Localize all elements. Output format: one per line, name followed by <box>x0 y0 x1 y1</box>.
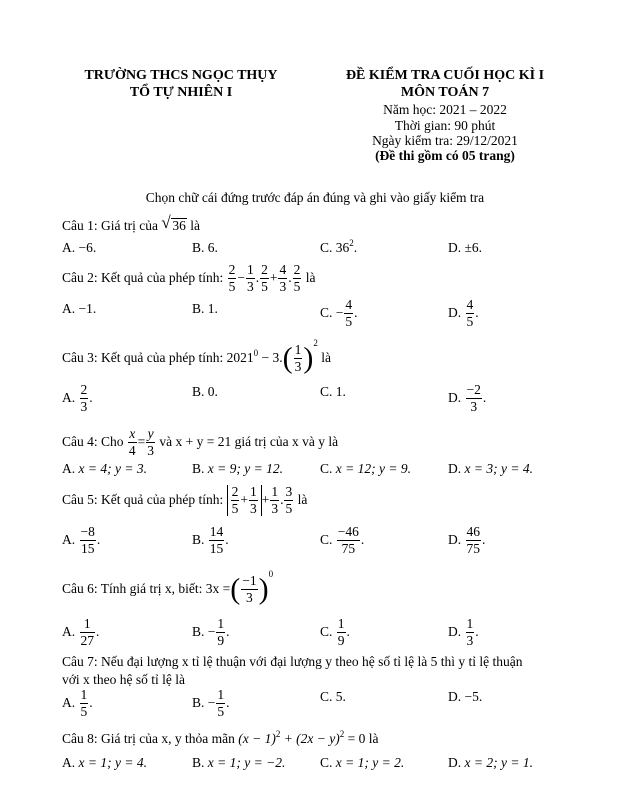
school-name: TRƯỜNG THCS NGỌC THỤY <box>84 68 278 83</box>
q6-option-d[interactable]: D. $\frac{1}{3}$ . <box>448 616 479 649</box>
q6-option-a[interactable]: A. $\frac{1}{27}$ . <box>62 616 100 649</box>
fraction: $\frac{1}{3}$ <box>246 262 254 295</box>
q3-suffix: là <box>321 349 331 365</box>
absolute-value: $\frac{2}{5}$ + $\frac{1}{3}$ <box>227 485 262 516</box>
fraction: $\frac{y}{3}$ <box>147 426 155 459</box>
q1-option-c[interactable]: C. $36^2$. <box>320 238 358 255</box>
q1-option-a[interactable]: A. −6. <box>62 240 97 255</box>
q6-option-c[interactable]: C. $\frac{1}{9}$ . <box>320 616 350 649</box>
q8-text: Câu 8: Giá trị của x, y thỏa mãn <box>62 731 235 746</box>
q3-option-d[interactable]: D. $\frac{-2}{3}$ . <box>448 382 487 415</box>
fraction: $\frac{4}{3}$ <box>279 262 287 295</box>
question-7-line-1: Câu 7: Nếu đại lượng x tỉ lệ thuận với đại lượng y theo hệ số tỉ lệ là 5 thì y tỉ lệ thuận <box>62 654 523 669</box>
q4-option-a[interactable]: A. x = 4; y = 3. <box>62 461 147 476</box>
q5-option-c[interactable]: C. $\frac{-46}{75}$ . <box>320 524 365 557</box>
q5-option-d[interactable]: D. $\frac{46}{75}$ . <box>448 524 486 557</box>
question-6: Câu 6: Tính giá trị x, biết: 3x =( $\frac{-1}{3}$ )$^0$ <box>62 568 274 606</box>
q4-option-b[interactable]: B. x = 9; y = 12. <box>192 461 283 476</box>
q2-option-a[interactable]: A. −1. <box>62 301 97 316</box>
q3-option-c[interactable]: C. 1. <box>320 384 346 399</box>
q1-option-d[interactable]: D. ±6. <box>448 240 483 255</box>
question-3: Câu 3: Kết quả của phép tính: 2021$^0$ − 3.( $\frac{1}{3}$ )$^2$ là <box>62 337 331 375</box>
q1-text: Câu 1: Giá trị của <box>62 218 158 233</box>
q7-option-d[interactable]: D. −5. <box>448 689 483 704</box>
question-1 <box>62 213 200 233</box>
q2-option-d[interactable]: D. $\frac{4}{5}$ . <box>448 297 479 330</box>
q2-text: Câu 2: Kết quả của phép tính: <box>62 269 224 285</box>
duration: Thời gian: 90 phút <box>394 118 496 133</box>
sqrt-36: √ 36 <box>161 213 186 233</box>
q3-option-b[interactable]: B. 0. <box>192 384 218 399</box>
q5-text: Câu 5: Kết quả của phép tính: <box>62 491 224 507</box>
department-name: TỔ TỰ NHIÊN I <box>129 85 233 100</box>
q4-option-c[interactable]: C. x = 12; y = 9. <box>320 461 411 476</box>
fraction: $\frac{3}{5}$ <box>285 484 293 517</box>
school-year: Năm học: 2021 – 2022 <box>383 102 507 117</box>
q7-option-c[interactable]: C. 5. <box>320 689 346 704</box>
q3-option-a[interactable]: A. $\frac{2}{3}$ . <box>62 382 93 415</box>
q8-option-d[interactable]: D. x = 2; y = 1. <box>448 755 533 770</box>
q2-suffix: là <box>305 269 316 285</box>
q5-option-b[interactable]: B. $\frac{14}{15}$ . <box>192 524 229 557</box>
q8-option-c[interactable]: C. x = 1; y = 2. <box>320 755 405 770</box>
fraction: $\frac{2}{5}$ <box>228 262 236 295</box>
q2-option-b[interactable]: B. 1. <box>192 301 218 316</box>
exam-title: ĐỀ KIỂM TRA CUỐI HỌC KÌ I <box>345 68 545 83</box>
q5-option-a[interactable]: A. $\frac{-8}{15}$ . <box>62 524 101 557</box>
q1-option-b[interactable]: B. 6. <box>192 240 218 255</box>
q3-text: Câu 3: Kết quả của phép tính: <box>62 349 224 365</box>
page-count: (Đề thi gồm có 05 trang) <box>375 148 515 163</box>
q7-option-a[interactable]: A. $\frac{1}{5}$ . <box>62 687 93 720</box>
subject: MÔN TOÁN 7 <box>400 85 490 100</box>
q5-suffix: là <box>297 491 308 507</box>
fraction: $\frac{1}{3}$ <box>294 342 302 375</box>
fraction: $\frac{x}{4}$ <box>128 426 136 459</box>
instruction: Chọn chữ cái đứng trước đáp án đúng và ghi vào giấy kiểm tra <box>145 190 485 205</box>
q4-option-d[interactable]: D. x = 3; y = 4. <box>448 461 533 476</box>
q8-option-b[interactable]: B. x = 1; y = −2. <box>192 755 286 770</box>
q4-suffix: và x + y = 21 giá trị của x và y là <box>159 433 339 449</box>
question-4: Câu 4: Cho $\frac{x}{4}$ = $\frac{y}{3}$ và x + y = 21 giá trị của x và y là <box>62 426 339 459</box>
q8-option-a[interactable]: A. x = 1; y = 4. <box>62 755 147 770</box>
fraction: $\frac{2}{5}$ <box>293 262 301 295</box>
q6-text: Câu 6: Tính giá trị x, biết: <box>62 580 203 596</box>
q6-option-b[interactable]: B. − $\frac{1}{9}$ . <box>192 616 230 649</box>
q4-text: Câu 4: Cho <box>62 433 124 449</box>
q1-suffix: là <box>190 218 200 233</box>
question-5: Câu 5: Kết quả của phép tính: $\frac{2}{5}$ + $\frac{1}{3}$ + $\frac{1}{3}$ . $\frac{3}{5}$ là <box>62 484 308 517</box>
q2-option-c[interactable]: C. − $\frac{4}{5}$ . <box>320 297 358 330</box>
question-8: Câu 8: Giá trị của x, y thỏa mãn $(x - 1)^2 + (2x - y)^2 = 0$ là <box>62 729 379 746</box>
question-2: Câu 2: Kết quả của phép tính: $\frac{2}{5}$ − $\frac{1}{3}$ . $\frac{2}{5}$ + $\frac{4}{3}$ . $\frac{2}{5}$ là <box>62 262 316 295</box>
exam-date: Ngày kiểm tra: 29/12/2021 <box>372 133 518 148</box>
q7-option-b[interactable]: B. − $\frac{1}{5}$ . <box>192 687 230 720</box>
fraction: $\frac{2}{5}$ <box>261 262 268 295</box>
fraction: $\frac{1}{3}$ <box>271 484 279 517</box>
question-7-line-2: với x theo hệ số tỉ lệ là <box>62 672 185 687</box>
fraction: $\frac{-1}{3}$ <box>242 573 257 606</box>
